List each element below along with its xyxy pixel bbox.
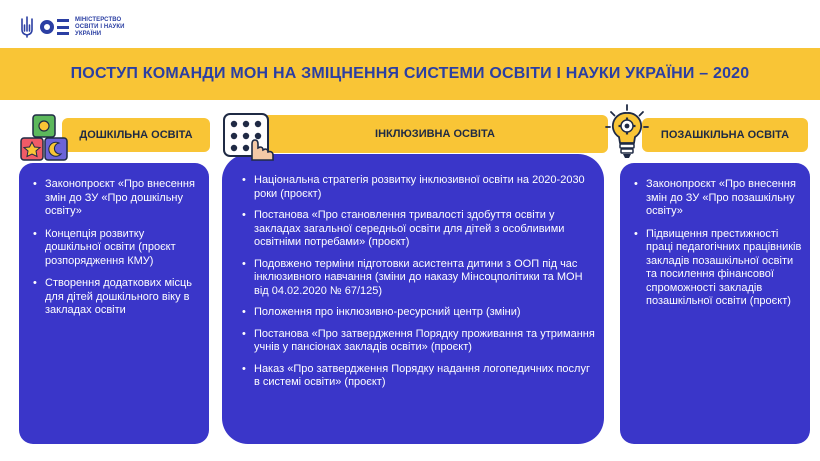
extracurricular-card: [620, 163, 810, 444]
trident-icon: [20, 16, 34, 38]
extracurricular-list: [632, 178, 804, 318]
list-item: • Постанова «Про затвердження Порядку проживання та утримання учнів у пансіонах закладів освіти» (проєкт): [240, 328, 595, 355]
preschool-card: [19, 163, 209, 444]
braille-keypad-hand-icon: [222, 112, 278, 162]
preschool-list: [31, 178, 201, 327]
moe-logo-mark: [40, 19, 69, 35]
list-item: • Положення про інклюзивно-ресурсний центр (зміни): [240, 306, 595, 320]
list-item: • Підвищення престижності праці педагогічних працівників закладів позашкільної освіти та посилення фінансової спроможності закладів позашкільної освіти (проєкт): [632, 228, 804, 309]
list-item: • Подовжено терміни підготовки асистента дитини з ООП під час інклюзивного навчання (зміни до наказу Мінсоцполітики та МОН від 04.02.2020 № 67/125): [240, 258, 595, 299]
list-item: • Законопроєкт «Про внесення змін до ЗУ «Про дошкільну освіту»: [31, 178, 201, 219]
inclusive-list: [240, 174, 595, 398]
ministry-logo: [20, 14, 145, 40]
inclusive-card: [222, 154, 604, 444]
ministry-name: МІНІСТЕРСТВО ОСВІТИ І НАУКИ УКРАЇНИ: [75, 16, 125, 37]
preschool-label: ДОШКІЛЬНА ОСВІТА: [62, 118, 210, 152]
page-title: ПОСТУП КОМАНДИ МОН НА ЗМІЦНЕННЯ СИСТЕМИ ОСВІТИ І НАУКИ УКРАЇНИ – 2020: [70, 65, 750, 82]
list-item: • Створення додаткових місць для дітей дошкільного віку в закладах освіти: [31, 277, 201, 318]
inclusive-label: ІНКЛЮЗИВНА ОСВІТА: [262, 115, 608, 153]
list-item: • Наказ «Про затвердження Порядку надання логопедичних послуг в системі освіти» (проєкт): [240, 363, 595, 390]
list-item: • Законопроєкт «Про внесення змін до ЗУ «Про позашкільну освіту»: [632, 178, 804, 219]
lightbulb-gear-icon: [605, 103, 649, 161]
toy-blocks-icon: [19, 114, 71, 164]
list-item: • Постанова «Про становлення тривалості здобуття освіти у закладах загальної середньої освіти для дітей з особливими освітніми потребами» (проєкт): [240, 209, 595, 250]
list-item: • Національна стратегія розвитку інклюзивної освіти на 2020-2030 роки (проєкт): [240, 174, 595, 201]
list-item: • Концепція розвитку дошкільної освіти (проєкт розпорядження КМУ): [31, 228, 201, 269]
extracurricular-label: ПОЗАШКІЛЬНА ОСВІТА: [642, 118, 808, 152]
